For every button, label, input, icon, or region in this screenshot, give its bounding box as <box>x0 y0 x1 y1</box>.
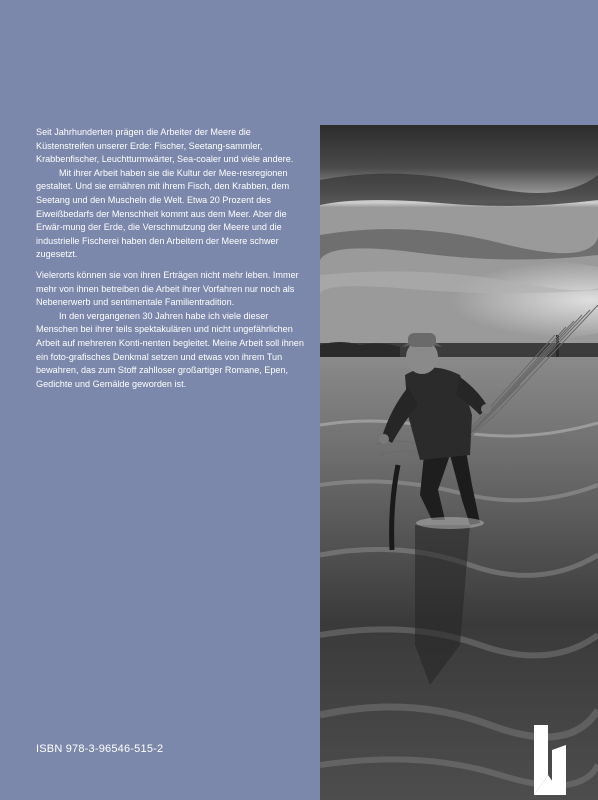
paragraph-3: Vielerorts können sie von ihren Erträgen nicht mehr leben. Immer mehr von ihnen betreiben die Arbeit ihrer Vorfahren nur noch als Nebenerwerb und sentimentale Familientradition. <box>36 269 299 308</box>
paragraph-1: Seit Jahrhunderten prägen die Arbeiter der Meere die Küstenstreifen unserer Erde: Fischer, Seetang-sammler, Krabbenfischer, Leuchtturmwärter, Sea-coaler und viele andere. <box>36 127 294 165</box>
cover-photo <box>320 125 598 800</box>
body-text <box>36 126 304 391</box>
paragraph-2: Mit ihrer Arbeit haben sie die Kultur der Mee-resregionen gestaltet. Und sie ernähren mit ihrem Fisch, den Krabben, dem Seetang und den Muscheln die Welt. Etwa 20 Prozent des Eiweißbedarfs der Menschheit kommt aus dem Meer. Aber die Erwär-mung der Erde, die Verschmutzung der Meere und die industrielle Fischerei haben den Arbeitern der Meere schwer zugesetzt. <box>36 167 290 260</box>
isbn: ISBN 978-3-96546-515-2 <box>36 743 164 755</box>
paragraph-4: In den vergangenen 30 Jahren habe ich viele dieser Menschen bei ihrer teils spektakulären und nicht ungefährlichen Arbeit auf mehreren Konti-nenten begleitet. Meine Arbeit soll ihnen ein foto-grafisches Denkmal setzen und etwas von ihrem Tun bewahren, das zum Stoff zahlloser großartiger Romane, Epen, Gedichte und Gemälde geworden ist. <box>36 310 304 389</box>
